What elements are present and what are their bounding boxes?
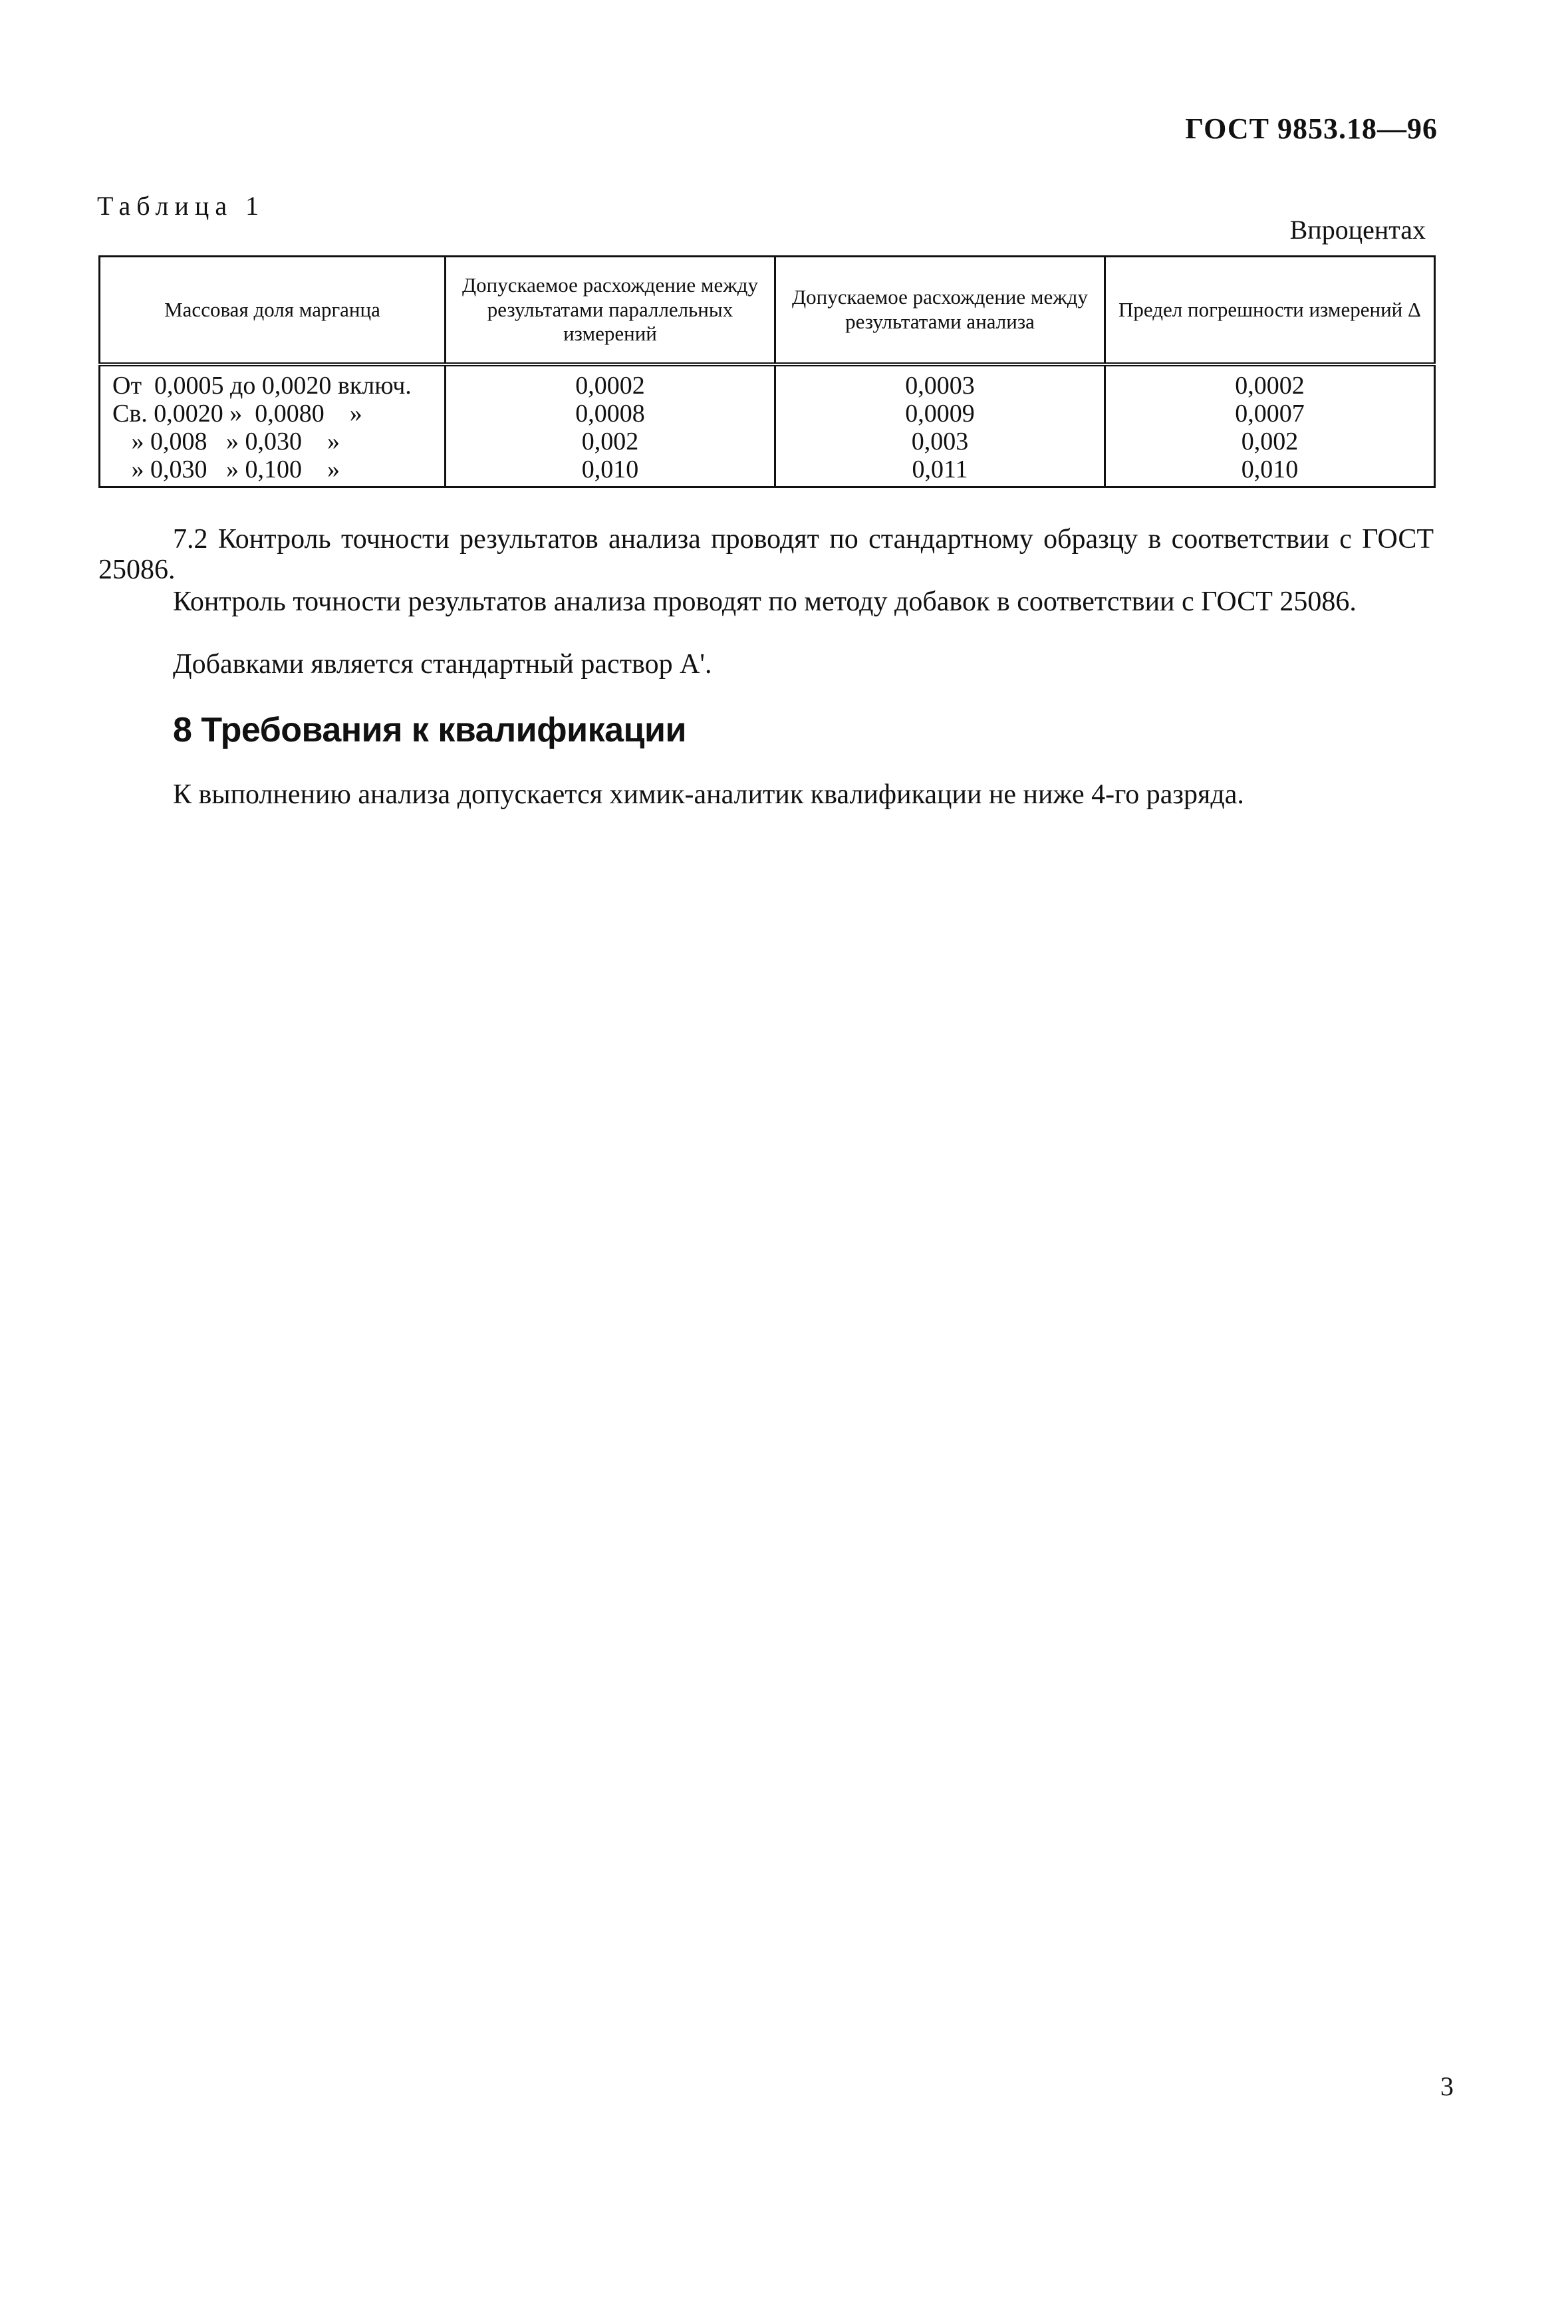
tolerance-table-grid [98,255,1436,488]
column-header-parallel-discrepancy: Допускаемое расхождение между результатами параллельных измерений [446,257,775,365]
table-cell: 0,0002 [1105,364,1435,400]
section-8-title: 8 Требования к квалификации [173,711,686,749]
page-number: 3 [1440,2071,1454,2101]
section-8-text: К выполнению анализа допускается химик-аналитик квалификации не ниже 4-го разряда. [173,779,1244,810]
table-cell: 0,002 [446,428,775,455]
table-cell: 0,002 [1105,428,1435,455]
paragraph-7-2: 7.2 Контроль точности результатов анализа проводят по стандартному образцу в соответствии с ГОСТ 25086. [98,524,1434,585]
table-row [100,364,1435,400]
table-cell-range: » 0,030 » 0,100 » [100,455,446,487]
document-code: ГОСТ 9853.18—96 [1185,112,1438,145]
table-header-row [100,257,1435,365]
paragraph-additions-method: Контроль точности результатов анализа проводят по методу добавок в соответствии с ГОСТ 25086. [173,586,1357,617]
table-cell-range: » 0,008 » 0,030 » [100,428,446,455]
table-row [100,400,1435,428]
table-cell: 0,0009 [775,400,1105,428]
table-cell: 0,0002 [446,364,775,400]
column-header-mass-fraction: Массовая доля марганца [100,257,446,365]
table-cell-range: Св. 0,0020 » 0,0080 » [100,400,446,428]
tolerance-table [98,255,1434,488]
column-header-error-limit: Предел погрешности измерений Δ [1105,257,1435,365]
table-cell: 0,010 [446,455,775,487]
table-cell: 0,011 [775,455,1105,487]
table-cell: 0,010 [1105,455,1435,487]
paragraph-additions-solution: Добавками является стандартный раствор А'. [173,649,712,680]
table-units: Впроцентах [1289,215,1426,245]
table-caption: Таблица 1 [97,191,265,221]
table-cell: 0,0003 [775,364,1105,400]
table-cell: 0,003 [775,428,1105,455]
table-row [100,428,1435,455]
table-cell: 0,0008 [446,400,775,428]
table-row [100,455,1435,487]
table-cell-range: От 0,0005 до 0,0020 включ. [100,364,446,400]
column-header-analysis-discrepancy: Допускаемое расхождение между результатами анализа [775,257,1105,365]
table-cell: 0,0007 [1105,400,1435,428]
